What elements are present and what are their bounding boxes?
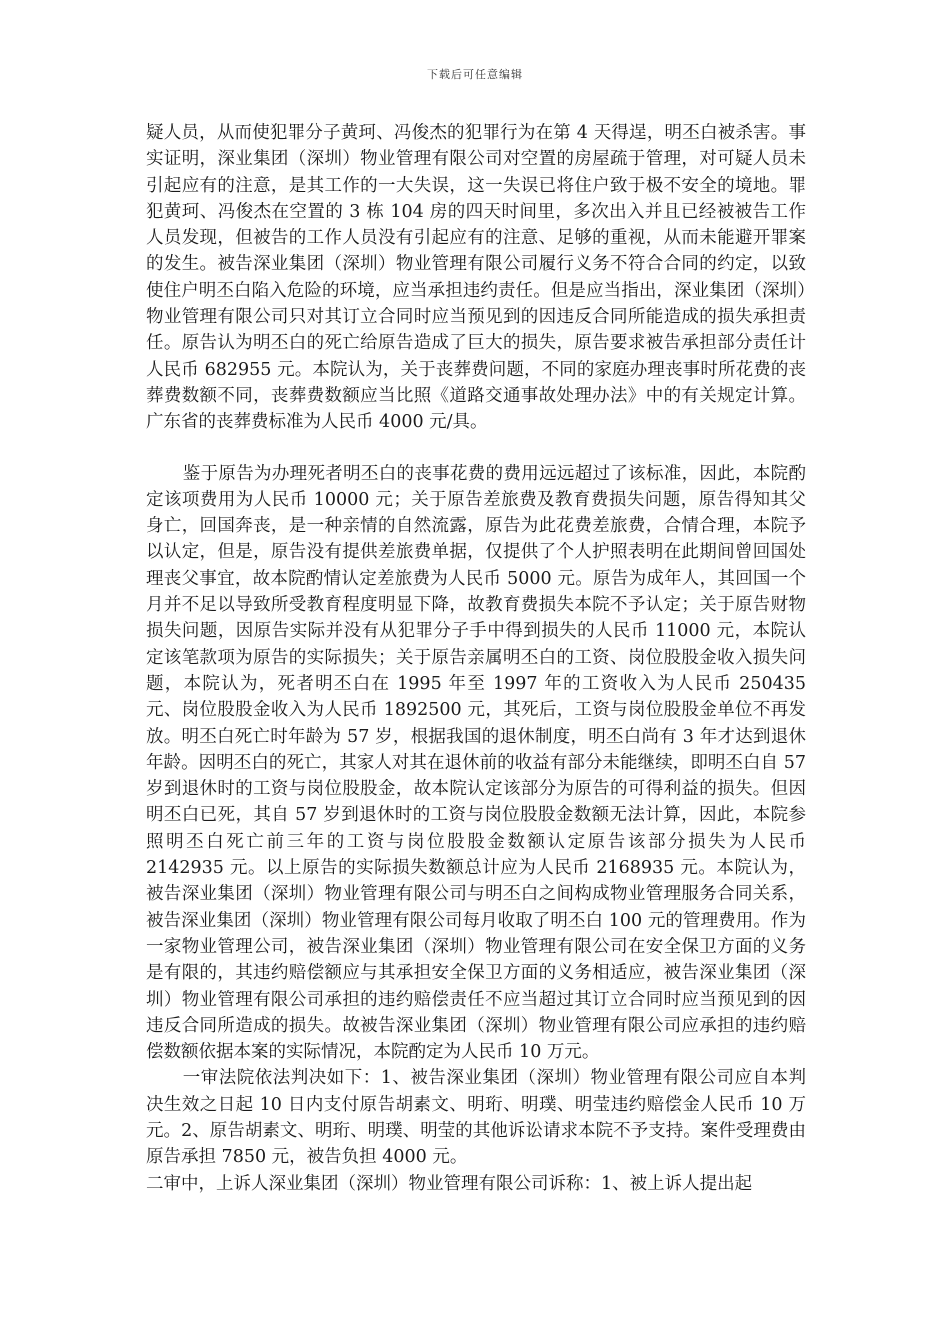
header-note: 下载后可任意编辑: [427, 68, 523, 81]
paragraph-3: 一审法院依法判决如下：1、被告深业集团（深圳）物业管理有限公司应自本判决生效之日起 10 日内支付原告胡素文、明珩、明璞、明莹违约赔偿金人民币 10 万元。2、原告胡素文、明珩、明璞、明莹的其他诉讼请求本院不予支持。案件受理费由原告承担 7850 元，被告负担 4000 元。: [146, 1068, 806, 1168]
document-body: [146, 120, 806, 1197]
paragraph-4: 二审中，上诉人深业集团（深圳）物业管理有限公司诉称：1、被上诉人提出起: [146, 1173, 753, 1194]
paragraph-2: 鉴于原告为办理死者明丕白的丧事花费的费用远远超过了该标准，因此，本院酌定该项费用为人民币 10000 元；关于原告差旅费及教育费损失问题，原告得知其父身亡，回国奔丧，是一种亲情的自然流露，原告为此花费差旅费，合情合理，本院予以认定，但是，原告没有提供差旅费单据，仅提供了个人护照表明在此期间曾回国处理丧父事宜，故本院酌情认定差旅费为人民币 5000 元。原告为成年人，其回国一个月并不足以导致所受教育程度明显下降，故教育费损失本院不予认定；关于原告财物损失问题，因原告实际并没有从犯罪分子手中得到损失的人民币 11000 元，本院认定该笔款项为原告的实际损失；关于原告亲属明丕白的工资、岗位股股金收入损失问题，本院认为，死者明丕白在 1995 年至 1997 年的工资收入为人民币 250435 元、岗位股股金收入为人民币 1892500 元，其死后，工资与岗位股股金单位不再发放。明丕白死亡时年龄为 57 岁，根据我国的退休制度，明丕白尚有 3 年才达到退休年龄。因明丕白的死亡，其家人对其在退休前的收益有部分未能继续，即明丕白自 57 岁到退休时的工资与岗位股股金，故本院认定该部分为原告的可得利益的损失。但因明丕白已死，其自 57 岁到退休时的工资与岗位股股金数额无法计算，因此，本院参照明丕白死亡前三年的工资与岗位股股金数额认定原告该部分损失为人民币 2142935 元。以上原告的实际损失数额总计应为人民币 2168935 元。本院认为，被告深业集团（深圳）物业管理有限公司与明丕白之间构成物业管理服务合同关系，被告深业集团（深圳）物业管理有限公司每月收取了明丕白 100 元的管理费用。作为一家物业管理公司，被告深业集团（深圳）物业管理有限公司在安全保卫方面的义务是有限的，其违约赔偿额应与其承担安全保卫方面的义务相适应，被告深业集团（深圳）物业管理有限公司承担的违约赔偿责任不应当超过其订立合同时应当预见到的因违反合同所造成的损失。故被告深业集团（深圳）物业管理有限公司应承担的违约赔偿数额依据本案的实际情况，本院酌定为人民币 10 万元。: [146, 463, 806, 1063]
paragraph-1: 疑人员，从而使犯罪分子黄珂、冯俊杰的犯罪行为在第 4 天得逞，明丕白被杀害。事实证明，深业集团（深圳）物业管理有限公司对空置的房屋疏于管理，对可疑人员未引起应有的注意，是其工作的一大失误，这一失误已将住户致于极不安全的境地。罪犯黄珂、冯俊杰在空置的 3 栋 104 房的四天时间里，多次出入并且已经被被告工作人员发现，但被告的工作人员没有引起应有的注意、足够的重视，从而未能避开罪案的发生。被告深业集团（深圳）物业管理有限公司履行义务不符合合同的约定，以致使住户明丕白陷入危险的环境，应当承担违约责任。但是应当指出，深业集团（深圳）物业管理有限公司只对其订立合同时应当预见到的因违反合同所能造成的损失承担责任。原告认为明丕白的死亡给原告造成了巨大的损失，原告要求被告承担部分责任计人民币 682955 元。本院认为，关于丧葬费问题，不同的家庭办理丧事时所花费的丧葬费数额不同，丧葬费数额应当比照《道路交通事故处理办法》中的有关规定计算。广东省的丧葬费标准为人民币 4000 元/具。: [146, 123, 806, 433]
